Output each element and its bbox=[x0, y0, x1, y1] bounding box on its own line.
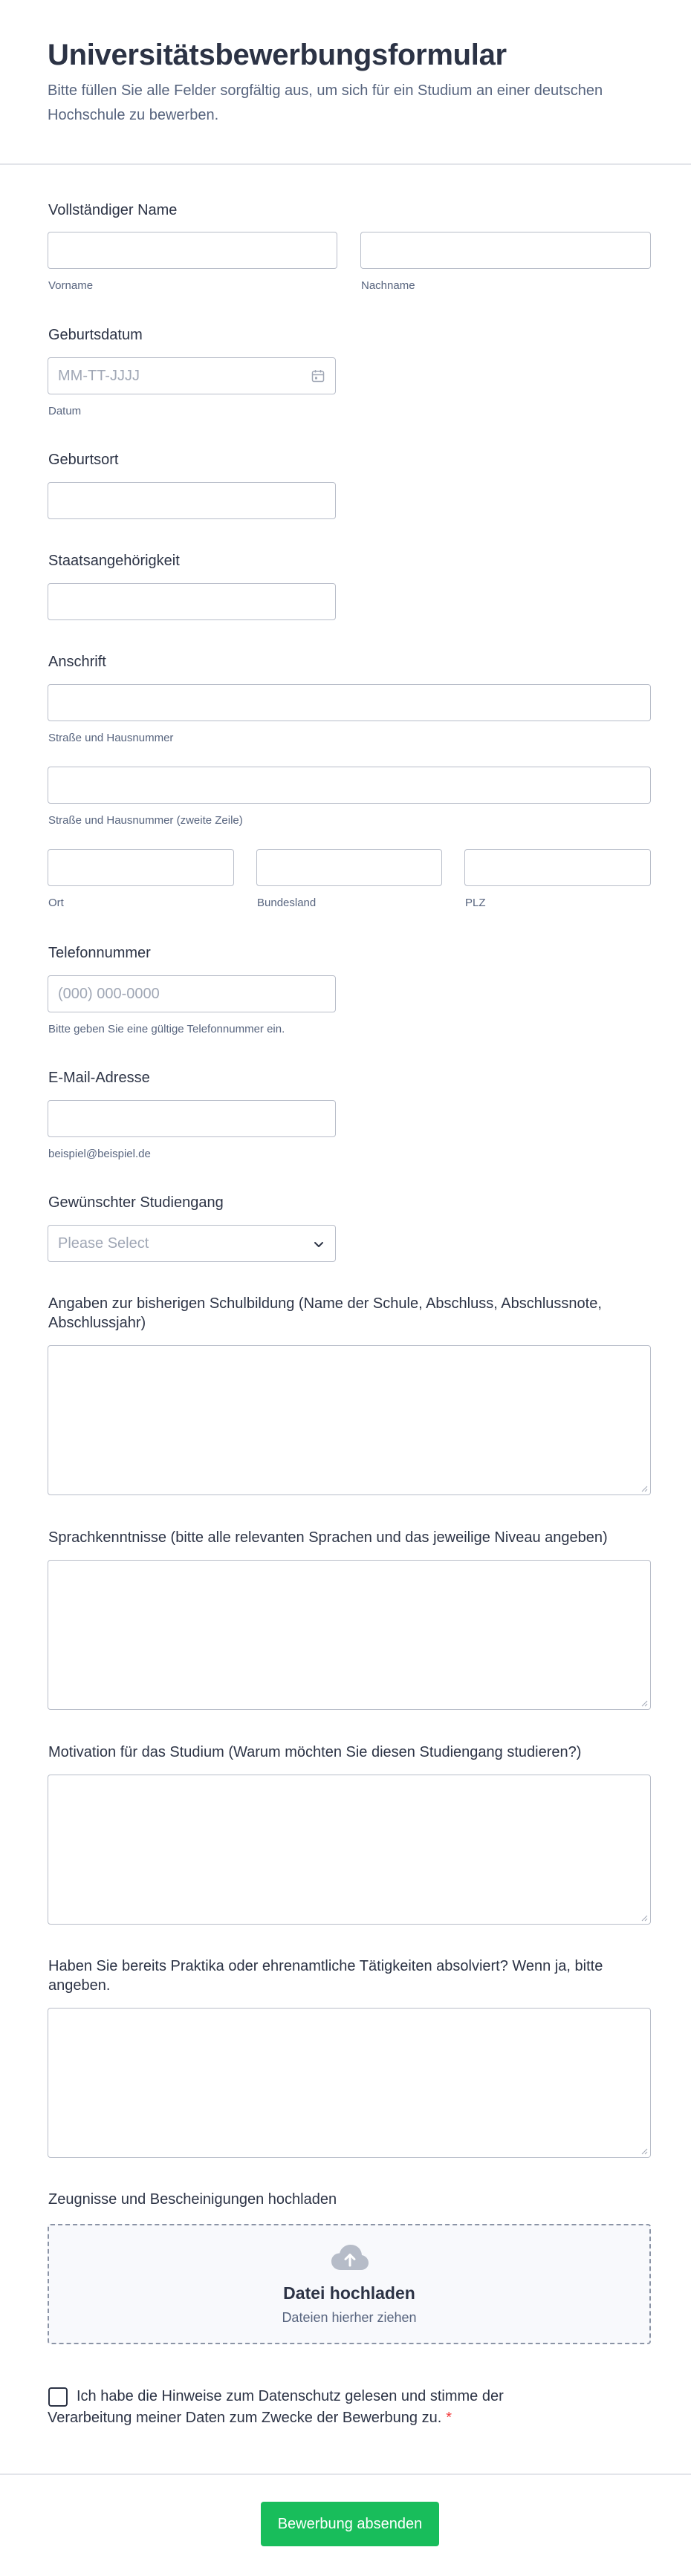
phone-input[interactable] bbox=[48, 975, 336, 1012]
form-subtitle: Bitte füllen Sie alle Felder sorgfältig aus, um sich für ein Studium an einer deutschen Hochschule zu bewerben. bbox=[48, 82, 603, 123]
birth-place-label: Geburtsort bbox=[48, 452, 119, 468]
full-name-label: Vollständiger Name bbox=[48, 202, 178, 218]
first-name-input[interactable] bbox=[48, 232, 337, 269]
resize-grip-icon[interactable] bbox=[640, 1485, 648, 1492]
internships-label: Haben Sie bereits Praktika oder ehrenamtliche Tätigkeiten absolviert? Wenn ja, bitte angeben. bbox=[48, 1958, 603, 1994]
state-sublabel: Bundesland bbox=[257, 897, 317, 909]
resize-grip-icon[interactable] bbox=[640, 1914, 648, 1922]
email-sublabel: beispiel@beispiel.de bbox=[48, 1148, 151, 1160]
zip-sublabel: PLZ bbox=[465, 897, 486, 909]
consent-label: Ich habe die Hinweise zum Datenschutz gelesen und stimme der Verarbeitung meiner Daten zum Zwecke der Bewerbung zu. bbox=[48, 2388, 504, 2426]
address-label: Anschrift bbox=[48, 654, 106, 670]
calendar-icon[interactable] bbox=[311, 369, 325, 383]
street2-sublabel: Straße und Hausnummer (zweite Zeile) bbox=[48, 814, 243, 827]
form-title: Universitätsbewerbungsformular bbox=[48, 39, 507, 71]
program-selected-value: Please Select bbox=[58, 1235, 149, 1252]
street-sublabel: Straße und Hausnummer bbox=[48, 732, 174, 744]
birth-date-input[interactable] bbox=[48, 357, 336, 394]
state-input[interactable] bbox=[256, 849, 442, 886]
consent-text bbox=[48, 2386, 568, 2429]
chevron-down-icon bbox=[313, 1238, 325, 1250]
birth-place-input[interactable] bbox=[48, 482, 336, 519]
program-select[interactable] bbox=[48, 1225, 336, 1262]
resize-grip-icon[interactable] bbox=[640, 2147, 648, 2155]
motivation-label: Motivation für das Studium (Warum möchten Sie diesen Studiengang studieren?) bbox=[48, 1744, 582, 1760]
street-input[interactable] bbox=[48, 684, 651, 721]
birth-date-label: Geburtsdatum bbox=[48, 327, 143, 343]
internships-textarea[interactable] bbox=[48, 2008, 651, 2158]
file-upload-dropzone[interactable] bbox=[48, 2224, 651, 2344]
zip-input[interactable] bbox=[464, 849, 651, 886]
nationality-label: Staatsangehörigkeit bbox=[48, 553, 180, 569]
education-textarea[interactable] bbox=[48, 1345, 651, 1495]
required-mark: * bbox=[446, 2410, 452, 2426]
program-label: Gewünschter Studiengang bbox=[48, 1194, 224, 1211]
birth-date-sublabel: Datum bbox=[48, 405, 82, 417]
resize-grip-icon[interactable] bbox=[640, 1700, 648, 1707]
last-name-sublabel: Nachname bbox=[361, 279, 415, 292]
city-sublabel: Ort bbox=[48, 897, 64, 909]
phone-label: Telefonnummer bbox=[48, 945, 151, 961]
city-input[interactable] bbox=[48, 849, 234, 886]
languages-label: Sprachkenntnisse (bitte alle relevanten Sprachen und das jeweilige Niveau angeben) bbox=[48, 1529, 608, 1546]
upload-title: Datei hochladen bbox=[283, 2283, 415, 2303]
submit-button[interactable]: Bewerbung absenden bbox=[261, 2502, 439, 2546]
footer-divider bbox=[0, 2473, 691, 2475]
phone-placeholder: (000) 000-0000 bbox=[58, 986, 160, 1002]
email-label: E-Mail-Adresse bbox=[48, 1070, 150, 1086]
cloud-upload-icon bbox=[331, 2243, 369, 2273]
upload-label: Zeugnisse und Bescheinigungen hochladen bbox=[48, 2191, 337, 2208]
phone-sublabel: Bitte geben Sie eine gültige Telefonnummer ein. bbox=[48, 1023, 285, 1035]
form-header bbox=[0, 0, 691, 165]
upload-subtitle: Dateien hierher ziehen bbox=[282, 2310, 417, 2325]
last-name-input[interactable] bbox=[360, 232, 651, 269]
first-name-sublabel: Vorname bbox=[48, 279, 94, 292]
birth-date-placeholder: MM-TT-JJJJ bbox=[58, 368, 140, 384]
nationality-input[interactable] bbox=[48, 583, 336, 620]
street2-input[interactable] bbox=[48, 767, 651, 804]
education-label: Angaben zur bisherigen Schulbildung (Name der Schule, Abschluss, Abschlussnote, Abschlussjahr) bbox=[48, 1295, 602, 1331]
languages-textarea[interactable] bbox=[48, 1560, 651, 1710]
motivation-textarea[interactable] bbox=[48, 1775, 651, 1925]
email-input[interactable] bbox=[48, 1100, 336, 1137]
